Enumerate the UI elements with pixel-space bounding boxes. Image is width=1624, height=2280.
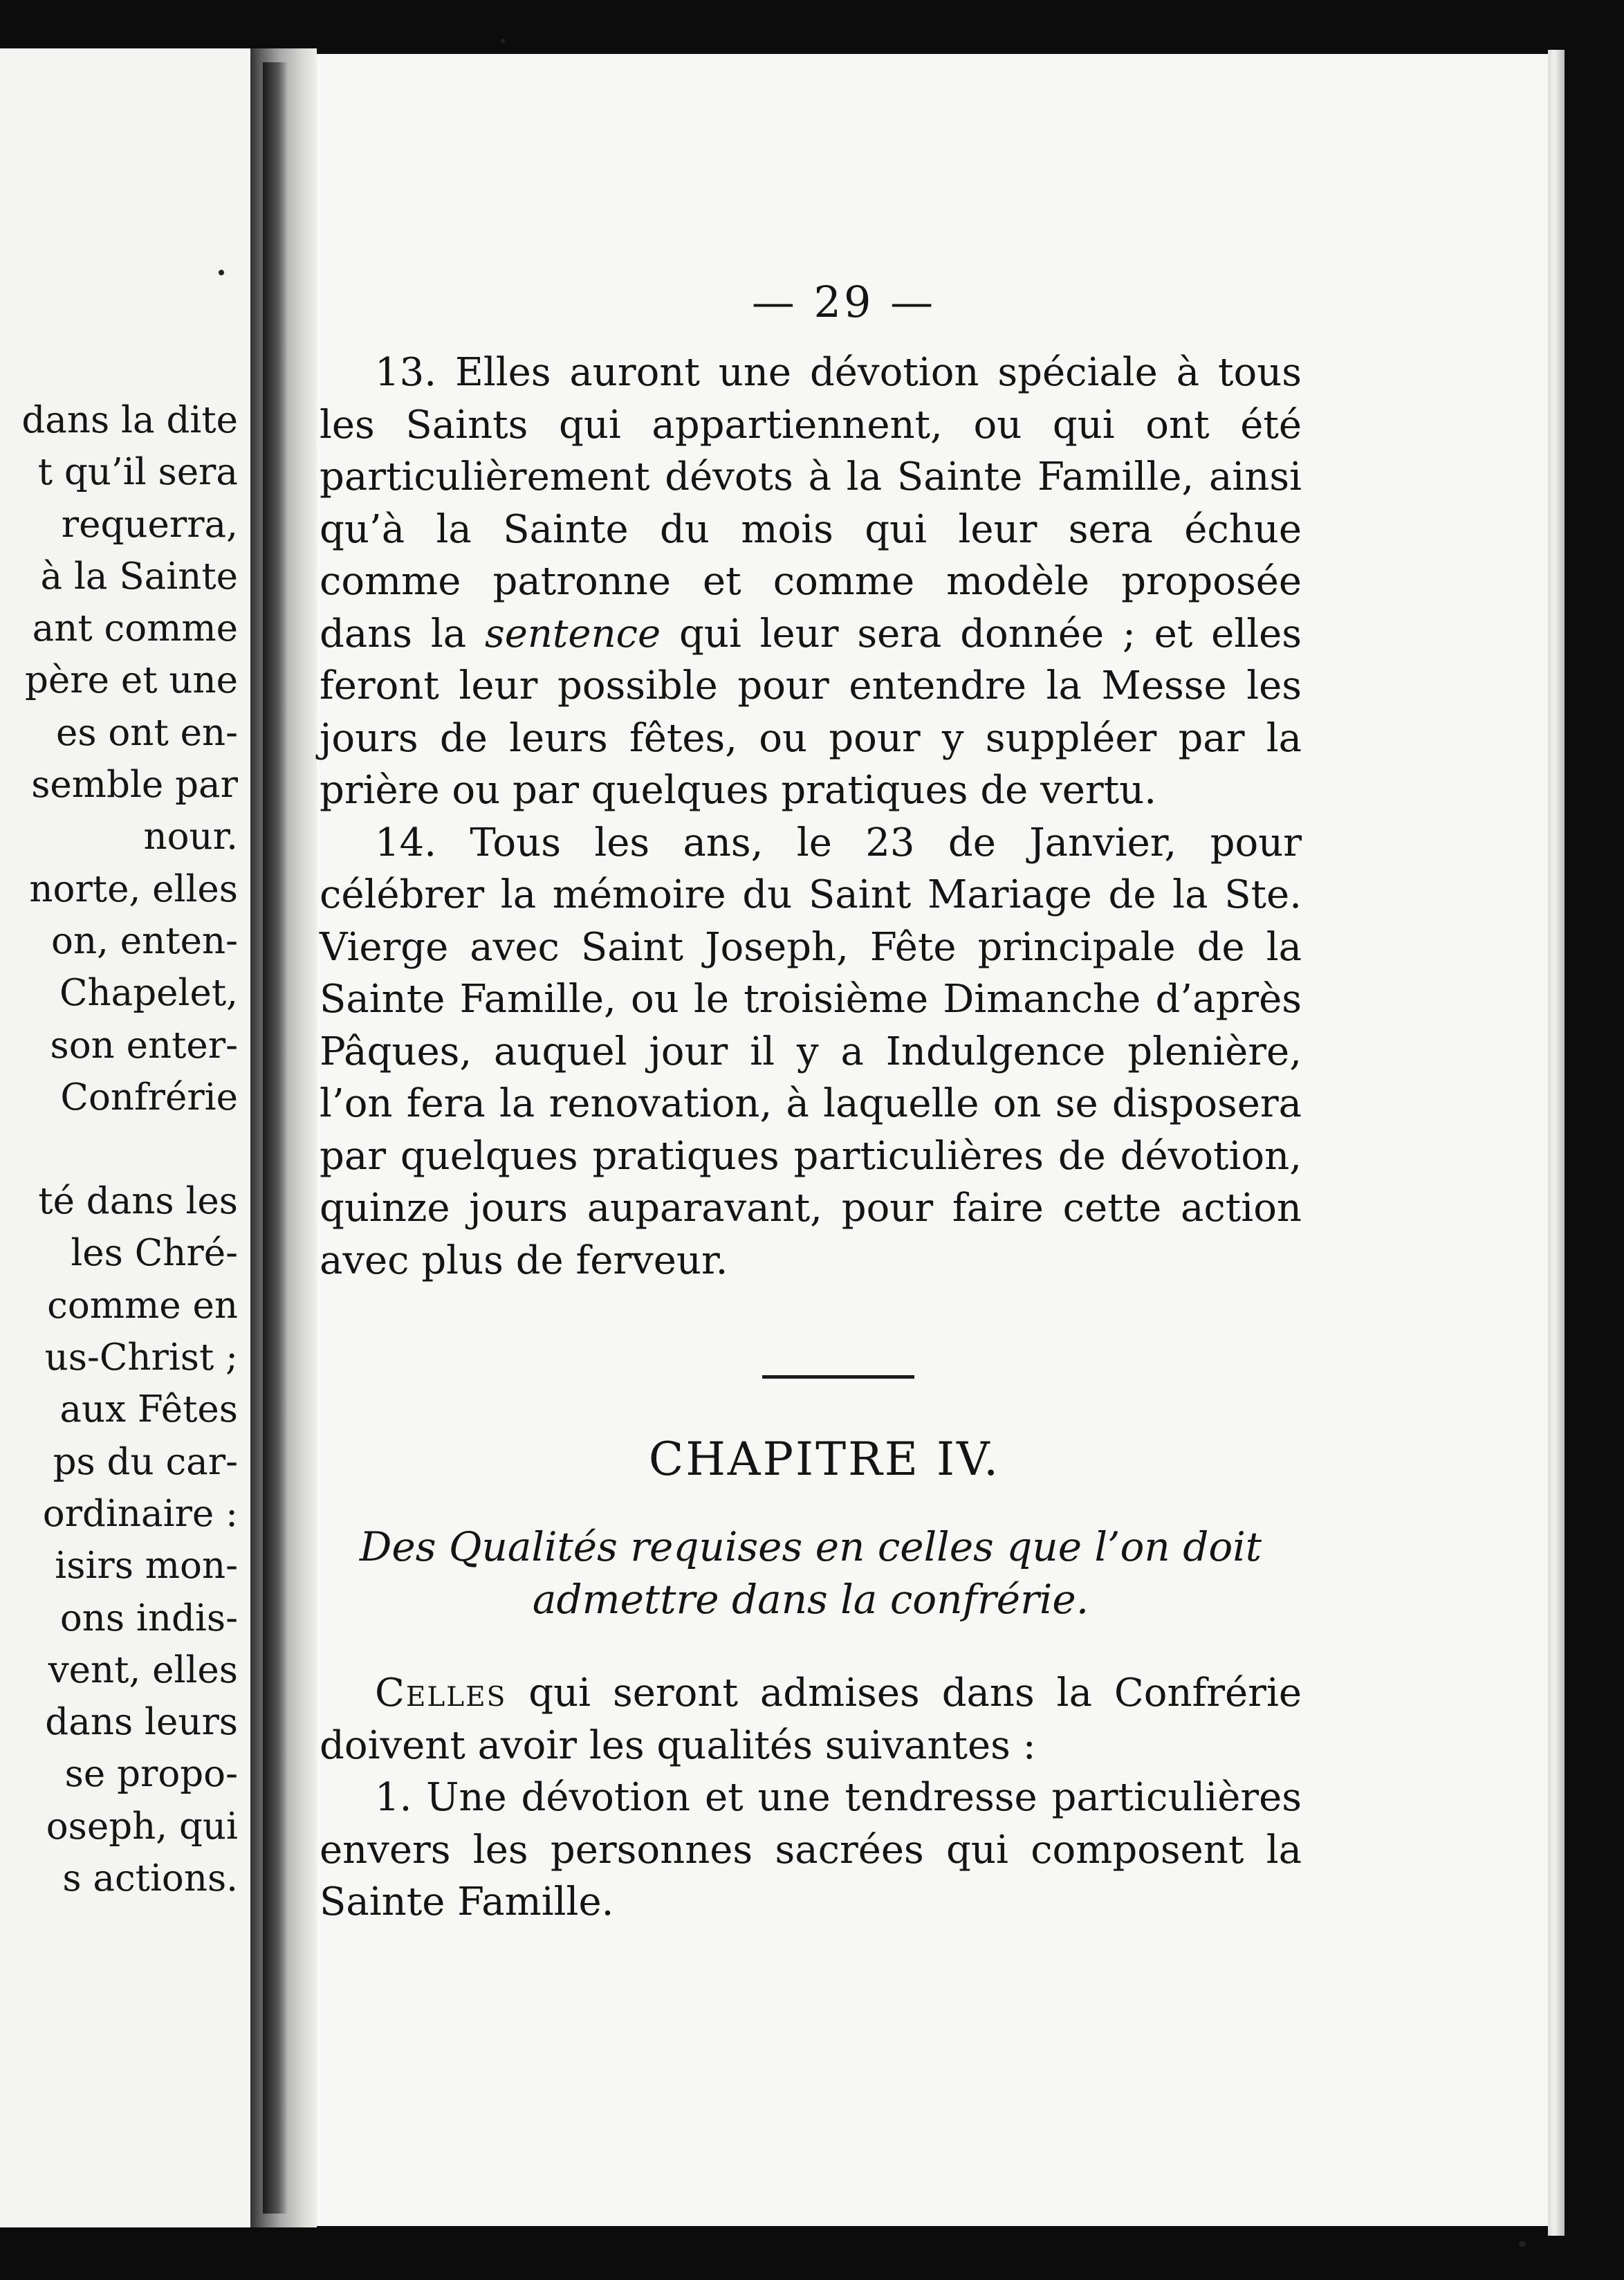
intro-smallcaps-word: Celles (375, 1671, 507, 1716)
left-line: on, enten- (51, 919, 238, 962)
left-line: ps du car- (53, 1440, 238, 1483)
left-line: ordinaire : (42, 1492, 238, 1535)
left-line: es ont en- (55, 711, 238, 754)
gutter-shadow (263, 62, 288, 2214)
left-line: oseph, qui (46, 1805, 238, 1848)
chapter-intro (320, 1667, 1302, 1772)
left-line: norte, elles (29, 867, 238, 910)
left-line: comme en (47, 1284, 238, 1327)
intro-text: qui seront admises dans la Confrérie doivent avoir les qualités suivantes : (320, 1671, 1302, 1768)
left-line: aux Fêtes (59, 1388, 238, 1431)
left-line: dans leurs (45, 1701, 238, 1744)
left-line: té dans les (38, 1180, 238, 1223)
left-line: s actions. (62, 1857, 238, 1900)
left-line: son enter- (50, 1024, 238, 1067)
left-line: père et une (25, 659, 238, 702)
ink-speck (219, 270, 224, 275)
section-divider (762, 1375, 914, 1379)
left-line: Chapelet, (59, 972, 238, 1015)
paragraph-13-text: 13. Elles auront une dévotion spéciale à tous les Saints qui appartiennent, ou qui ont été particulièrement dévots à la Sainte Famille, ainsi qu’à la Sainte du mois qui leur sera échue comme patronne et comme modèle proposée dans la (320, 350, 1302, 656)
italic-word-sentence: sentence (484, 611, 661, 656)
left-line: dans la dite (21, 399, 238, 441)
ink-speck (1519, 2241, 1526, 2247)
left-line: t qu’il sera (37, 451, 238, 494)
left-line: ons indis- (59, 1597, 238, 1639)
left-line: semble par (31, 764, 238, 807)
left-gap (21, 1123, 238, 1175)
chapter-title: CHAPITRE IV. (648, 1433, 1001, 1486)
paragraph-13-text-end: qui leur sera donnée ; et elles feront leur possible pour entendre la Messe les jours de leurs fêtes, ou pour y suppléer par la prière ou par quelques pratiques de vertu. (320, 611, 1302, 813)
paragraph-13 (320, 347, 1302, 817)
page-number: — 29 — (751, 277, 936, 327)
page-content (320, 277, 1302, 1929)
item-1: 1. Une dévotion et une tendresse particulières envers les personnes sacrées qui composent la Sainte Famille. (320, 1775, 1302, 1924)
left-line: us-Christ ; (44, 1336, 238, 1379)
paragraph-14: 14. Tous les ans, le 23 de Janvier, pour célébrer la mémoire du Saint Mariage de la Ste. Vierge avec Saint Joseph, Fête principale de la Sainte Famille, ou le troisième Dimanche d’après Pâques, auquel jour il y a Indulgence plenière, l’on fera la renovation, à laquelle on se disposera par quelques pratiques particulières de dévotion, quinze jours auparavant, pour faire cette action avec plus de ferveur. (320, 820, 1302, 1283)
left-page-text (21, 394, 238, 1904)
ink-speck (501, 39, 505, 43)
left-line: Confrérie (60, 1076, 238, 1119)
left-line: vent, elles (48, 1648, 238, 1691)
page-edge (1548, 50, 1565, 2236)
left-line: ant comme (32, 607, 238, 650)
left-line: à la Sainte (40, 555, 238, 598)
left-line: nour. (143, 816, 238, 858)
left-line: requerra, (61, 503, 238, 546)
left-page-fragment (0, 48, 252, 2227)
left-line: isirs mon- (55, 1545, 238, 1588)
left-line: se propo- (64, 1753, 238, 1796)
chapter-subtitle: Des Qualités requises en celles que l’on doit admettre dans la confrérie. (359, 1523, 1262, 1623)
left-line: les Chré- (71, 1232, 238, 1275)
